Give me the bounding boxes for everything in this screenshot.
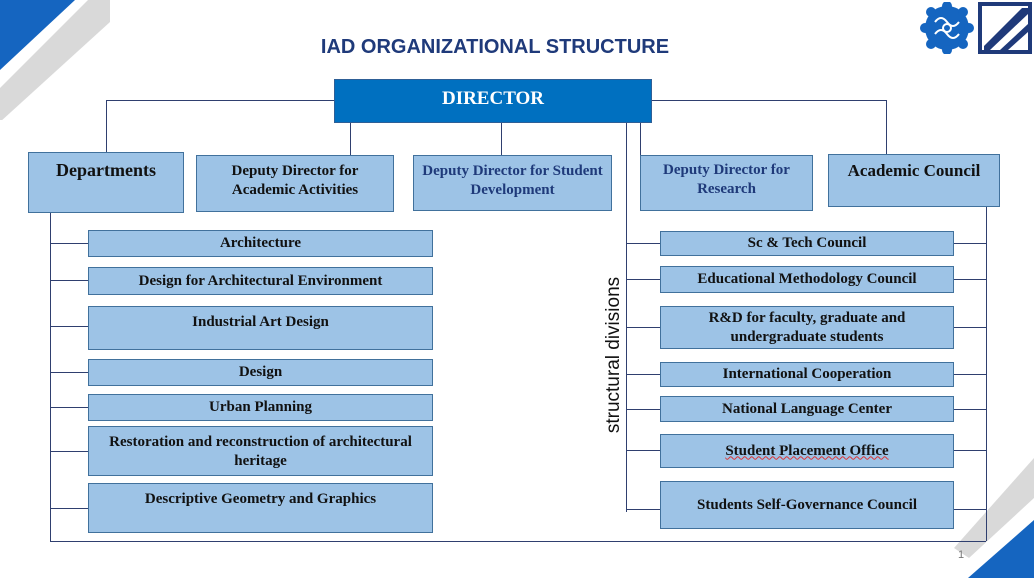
deputy-director-academic-box: Deputy Director for Academic Activities: [196, 155, 394, 212]
corner-decoration-bottom-right: [954, 458, 1034, 578]
division-item: R&D for faculty, graduate and undergraduate students: [660, 306, 954, 349]
division-item-label: Student Placement Office: [725, 442, 889, 459]
division-item: Educational Methodology Council: [660, 266, 954, 293]
department-item: Architecture: [88, 230, 433, 257]
deputy-director-research-box: Deputy Director for Research: [640, 155, 813, 211]
division-item: International Cooperation: [660, 362, 954, 387]
director-box: DIRECTOR: [334, 79, 652, 123]
department-item: Restoration and reconstruction of architectural heritage: [88, 426, 433, 476]
institute-logo-icon: [978, 2, 1032, 54]
division-item: [660, 434, 954, 468]
department-item: Industrial Art Design: [88, 306, 433, 350]
division-item: Sc & Tech Council: [660, 231, 954, 256]
division-item: Students Self-Governance Council: [660, 481, 954, 529]
deputy-director-student-box: Deputy Director for Student Development: [413, 155, 612, 211]
department-item: Design: [88, 359, 433, 386]
department-item: Urban Planning: [88, 394, 433, 421]
page-number: 1: [958, 549, 965, 561]
division-item: National Language Center: [660, 396, 954, 422]
department-item: Design for Architectural Environment: [88, 267, 433, 295]
corner-decoration-top-left: [0, 0, 110, 120]
ornament-logo-icon: [920, 2, 974, 54]
department-item: Descriptive Geometry and Graphics: [88, 483, 433, 533]
page-title: IAD ORGANIZATIONAL STRUCTURE: [320, 36, 670, 58]
structural-divisions-label: structural divisions: [603, 276, 624, 434]
academic-council-box: Academic Council: [828, 154, 1000, 207]
departments-box: Departments: [28, 152, 184, 213]
